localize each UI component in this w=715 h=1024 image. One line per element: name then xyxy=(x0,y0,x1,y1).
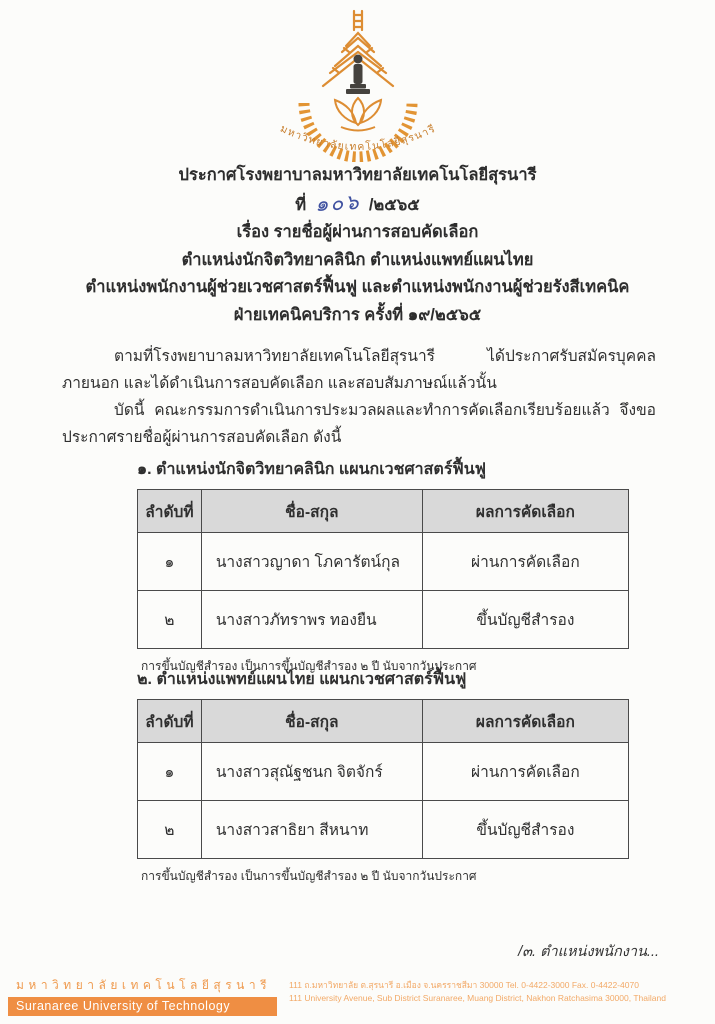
header-name: ชื่อ-สกุล xyxy=(201,490,422,533)
cell-name: นางสาวภัทราพร ทองยืน xyxy=(201,591,422,649)
footer-address-thai: 111 ถ.มหาวิทยาลัย ต.สุรนารี อ.เมือง จ.นครราชสีมา 30000 Tel. 0-4422-3000 Fax. 0-4422-4070 xyxy=(289,980,639,990)
doc-no-handwritten: ๑๐๖ xyxy=(314,189,361,216)
position-line-2: ตำแหน่งพนักงานผู้ช่วยเวชศาสตร์ฟื้นฟู และตำแหน่งพนักงานผู้ช่วยรังสีเทคนิค xyxy=(85,278,630,296)
header-result: ผลการคัดเลือก xyxy=(422,490,628,533)
section-1 xyxy=(137,457,629,676)
header-order: ลำดับที่ xyxy=(138,700,202,743)
university-logo-graphic xyxy=(258,6,458,162)
cell-result: ผ่านการคัดเลือก xyxy=(422,533,628,591)
university-logo xyxy=(258,6,458,167)
cell-order: ๑ xyxy=(138,533,202,591)
table-row xyxy=(138,743,629,801)
position-line-1: ตำแหน่งนักจิตวิทยาคลินิก ตำแหน่งแพทย์แผนไทย xyxy=(181,250,534,269)
cell-order: ๑ xyxy=(138,743,202,801)
section-2-note: การขึ้นบัญชีสำรอง เป็นการขึ้นบัญชีสำรอง ๒ ปี นับจากวันประกาศ xyxy=(141,869,477,883)
section-2-table xyxy=(137,699,629,859)
doc-no-year: /๒๕๖๕ xyxy=(368,195,420,214)
logo-lotus xyxy=(335,98,381,131)
round-line: ฝ่ายเทคนิคบริการ ครั้งที่ ๑๙/๒๕๖๕ xyxy=(233,305,482,324)
table-row xyxy=(138,801,629,859)
cell-name: นางสาวสุณัฐชนก จิตจักร์ xyxy=(201,743,422,801)
section-2 xyxy=(137,667,629,886)
footer-brand xyxy=(8,975,277,1016)
footer-address-english: 111 University Avenue, Sub District Suranaree, Muang District, Nakhon Ratchasima 30000, Thailand xyxy=(289,993,666,1003)
cell-result: ผ่านการคัดเลือก xyxy=(422,743,628,801)
footer-university-name-english: Suranaree University of Technology xyxy=(8,997,277,1016)
page-footer xyxy=(0,975,715,1016)
section-1-table xyxy=(137,489,629,649)
table-header-row xyxy=(138,490,629,533)
paragraph-2: บัดนี้ คณะกรรมการดำเนินการประมวลผลและทำการคัดเลือกเรียบร้อยแล้ว จึงขอประกาศรายชื่อผู้ผ่านการสอบคัดเลือก ดังนี้ xyxy=(62,402,656,446)
table-header-row xyxy=(138,700,629,743)
paragraph-1: ตามที่โรงพยาบาลมหาวิทยาลัยเทคโนโลยีสุรนารี ได้ประกาศรับสมัครบุคคลภายนอก และได้ดำเนินการสอบคัดเลือก และสอบสัมภาษณ์แล้วนั้น xyxy=(62,348,656,392)
cell-result: ขึ้นบัญชีสำรอง xyxy=(422,591,628,649)
table-row xyxy=(138,591,629,649)
header-order: ลำดับที่ xyxy=(138,490,202,533)
subject-line: เรื่อง รายชื่อผู้ผ่านการสอบคัดเลือก xyxy=(236,223,479,241)
document-number-line xyxy=(0,190,715,220)
footer-university-name-thai: มหาวิทยาลัยเทคโนโลยีสุรนารี xyxy=(16,978,272,992)
section-1-note: การขึ้นบัญชีสำรอง เป็นการขึ้นบัญชีสำรอง ๒ ปี นับจากวันประกาศ xyxy=(141,659,477,673)
logo-curved-text: มหาวิทยาลัยเทคโนโลยีสุรนารี xyxy=(277,122,438,154)
header-name: ชื่อ-สกุล xyxy=(201,700,422,743)
section-1-heading: ๑. ตำแหน่งนักจิตวิทยาคลินิก แผนกเวชศาสตร์ฟื้นฟู xyxy=(137,461,486,478)
cell-order: ๒ xyxy=(138,591,202,649)
footer-address xyxy=(289,975,666,1005)
cell-order: ๒ xyxy=(138,801,202,859)
cell-name: นางสาวญาดา โภคารัตน์กุล xyxy=(201,533,422,591)
doc-no-prefix: ที่ xyxy=(295,195,307,214)
section-2-heading: ๒. ตำแหน่งแพทย์แผนไทย แผนกเวชศาสตร์ฟื้นฟู xyxy=(137,671,467,688)
cell-name: นางสาวสาธิยา สีหนาท xyxy=(201,801,422,859)
announcement-org-line: ประกาศโรงพยาบาลมหาวิทยาลัยเทคโนโลยีสุรนารี xyxy=(178,166,537,184)
body-text xyxy=(62,344,656,451)
header-result: ผลการคัดเลือก xyxy=(422,700,628,743)
continuation-note: /๓. ตำแหน่งพนักงาน... xyxy=(518,944,659,960)
logo-statue xyxy=(346,55,370,95)
title-block xyxy=(0,162,715,329)
table-row xyxy=(138,533,629,591)
cell-result: ขึ้นบัญชีสำรอง xyxy=(422,801,628,859)
